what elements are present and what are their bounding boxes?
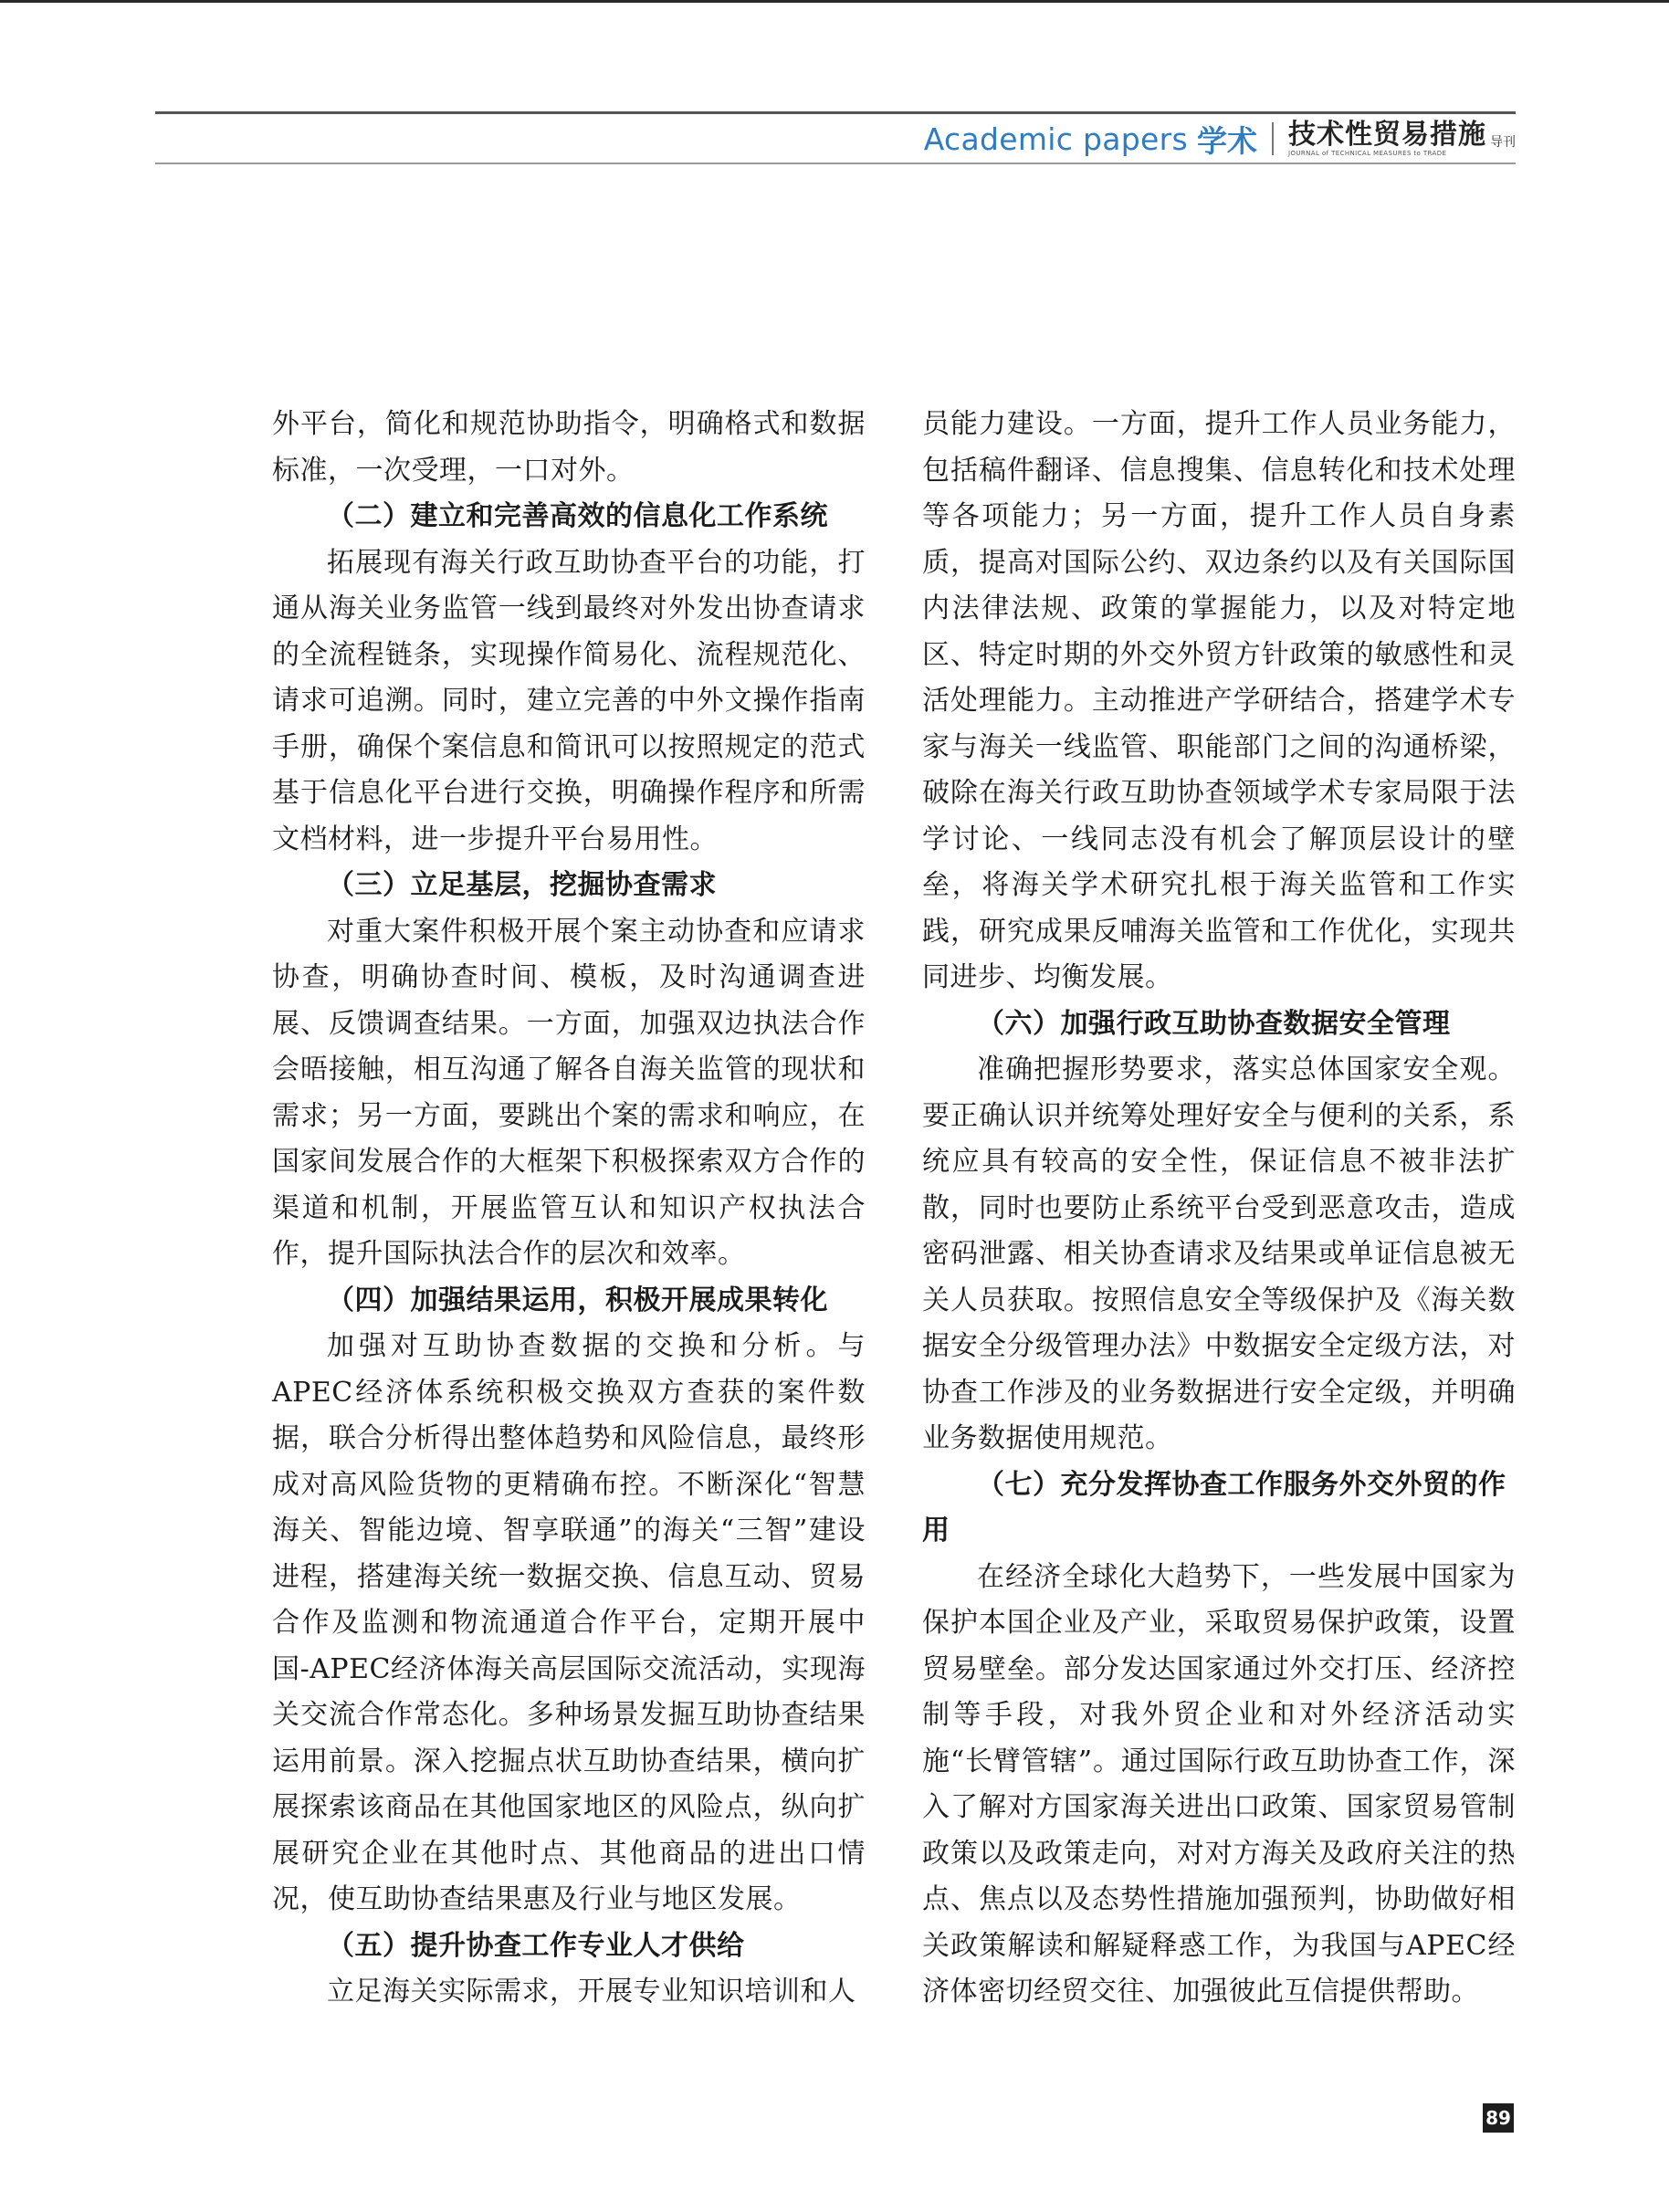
section-heading: （四）加强结果运用，积极开展成果转化 (327, 1284, 828, 1316)
body-paragraph: 准确把握形势要求，落实总体国家安全观。要正确认识并统筹处理好安全与便利的关系，系统应具有较高的安全性，保证信息不被非法扩散，同时也要防止系统平台受到恶意攻击，造成密码泄露、相关协查请求及结果或单证信息被无关人员获取。按照信息安全等级保护及《海关数据安全分级管理办法》中数据安全定级方法，对协查工作涉及的业务数据进行安全定级，并明确业务数据使用规范。 (922, 1054, 1516, 1454)
body-paragraph: 加强对互助协查数据的交换和分析。与APEC经济体系统积极交换双方查获的案件数据，联合分析得出整体趋势和风险信息，最终形成对高风险货物的更精确布控。不断深化“智慧海关、智能边境、智享联通”的海关“三智”建设进程，搭建海关统一数据交换、信息互动、贸易合作及监测和物流通道合作平台，定期开展中国-APEC经济体海关高层国际交流活动，实现海关交流合作常态化。多种场景发掘互助协查结果运用前景。深入挖掘点状互助协查结果，横向扩展探索该商品在其他国家地区的风险点，纵向扩展研究企业在其他时点、其他商品的进出口情况，使互助协查结果惠及行业与地区发展。 (272, 1330, 866, 1915)
running-header (924, 117, 1516, 161)
section-heading: （三）立足基层，挖掘协查需求 (327, 869, 717, 901)
body-paragraph: 立足海关实际需求，开展专业知识培训和人 (327, 1976, 856, 2008)
journal-name-en: JOURNAL of TECHNICAL MEASURES to TRADE (1288, 149, 1447, 157)
page-number: 89 (1483, 2103, 1514, 2133)
journal-suffix: 导刊 (1490, 134, 1516, 150)
section-heading: （六）加强行政互助协查数据安全管理 (977, 1007, 1451, 1040)
body-paragraph: 对重大案件积极开展个案主动协查和应请求协查，明确协查时间、模板，及时沟通调查进展、反馈调查结果。一方面，加强双边执法合作会晤接触，相互沟通了解各自海关监管的现状和需求；另一方面，要跳出个案的需求和响应，在国家间发展合作的大框架下积极探索双方合作的渠道和机制，开展监管互认和知识产权执法合作，提升国际执法合作的层次和效率。 (272, 915, 866, 1270)
journal-logo (1288, 118, 1516, 157)
top-border (0, 0, 1669, 3)
body-paragraph: 在经济全球化大趋势下，一些发展中国家为保护本国企业及产业，采取贸易保护政策，设置贸易壁垒。部分发达国家通过外交打压、经济控制等手段，对我外贸企业和对外经济活动实施“长臂管辖”。通过国际行政互助协查工作，深入了解对方国家海关进出口政策、国家贸易管制政策以及政策走向，对对方海关及政府关注的热点、焦点以及态势性措施加强预判，协助做好相关政策解读和解疑释惑工作，为我国与APEC经济体密切经贸交往、加强彼此互信提供帮助。 (922, 1560, 1516, 2008)
header-rule-top (155, 111, 1516, 114)
body-paragraph: 员能力建设。一方面，提升工作人员业务能力，包括稿件翻译、信息搜集、信息转化和技术处理等各项能力；另一方面，提升工作人员自身素质，提高对国际公约、双边条约以及有关国际国内法律法规、政策的掌握能力，以及对特定地区、特定时期的外交外贸方针政策的敏感性和灵活处理能力。主动推进产学研结合，搭建学术专家与海关一线监管、职能部门之间的沟通桥梁，破除在海关行政互助协查领域学术专家局限于法学讨论、一线同志没有机会了解顶层设计的壁垒，将海关学术研究扎根于海关监管和工作实践，研究成果反哺海关监管和工作优化，实现共同进步、均衡发展。 (922, 408, 1516, 993)
right-column (922, 402, 1516, 2016)
journal-name: 技术性贸易措施 (1288, 118, 1486, 151)
header-rule-bottom (155, 162, 1516, 164)
body-paragraph: 外平台，简化和规范协助指令，明确格式和数据标准，一次受理，一口对外。 (272, 408, 866, 487)
body-columns (272, 402, 1516, 2016)
section-heading: （五）提升协查工作专业人才供给 (327, 1929, 745, 1962)
header-divider (1272, 122, 1274, 155)
section-heading: （二）建立和完善高效的信息化工作系统 (327, 500, 828, 532)
section-label-en: Academic papers (923, 121, 1188, 157)
section-heading: （七）充分发挥协查工作服务外交外贸的作用 (922, 1468, 1506, 1546)
section-label-cn: 学术 (1197, 122, 1257, 159)
body-paragraph: 拓展现有海关行政互助协查平台的功能，打通从海关业务监管一线到最终对外发出协查请求的全流程链条，实现操作简易化、流程规范化、请求可追溯。同时，建立完善的中外文操作指南手册，确保个案信息和简讯可以按照规定的范式基于信息化平台进行交换，明确操作程序和所需文档材料，进一步提升平台易用性。 (272, 546, 866, 855)
left-column (272, 402, 866, 2016)
